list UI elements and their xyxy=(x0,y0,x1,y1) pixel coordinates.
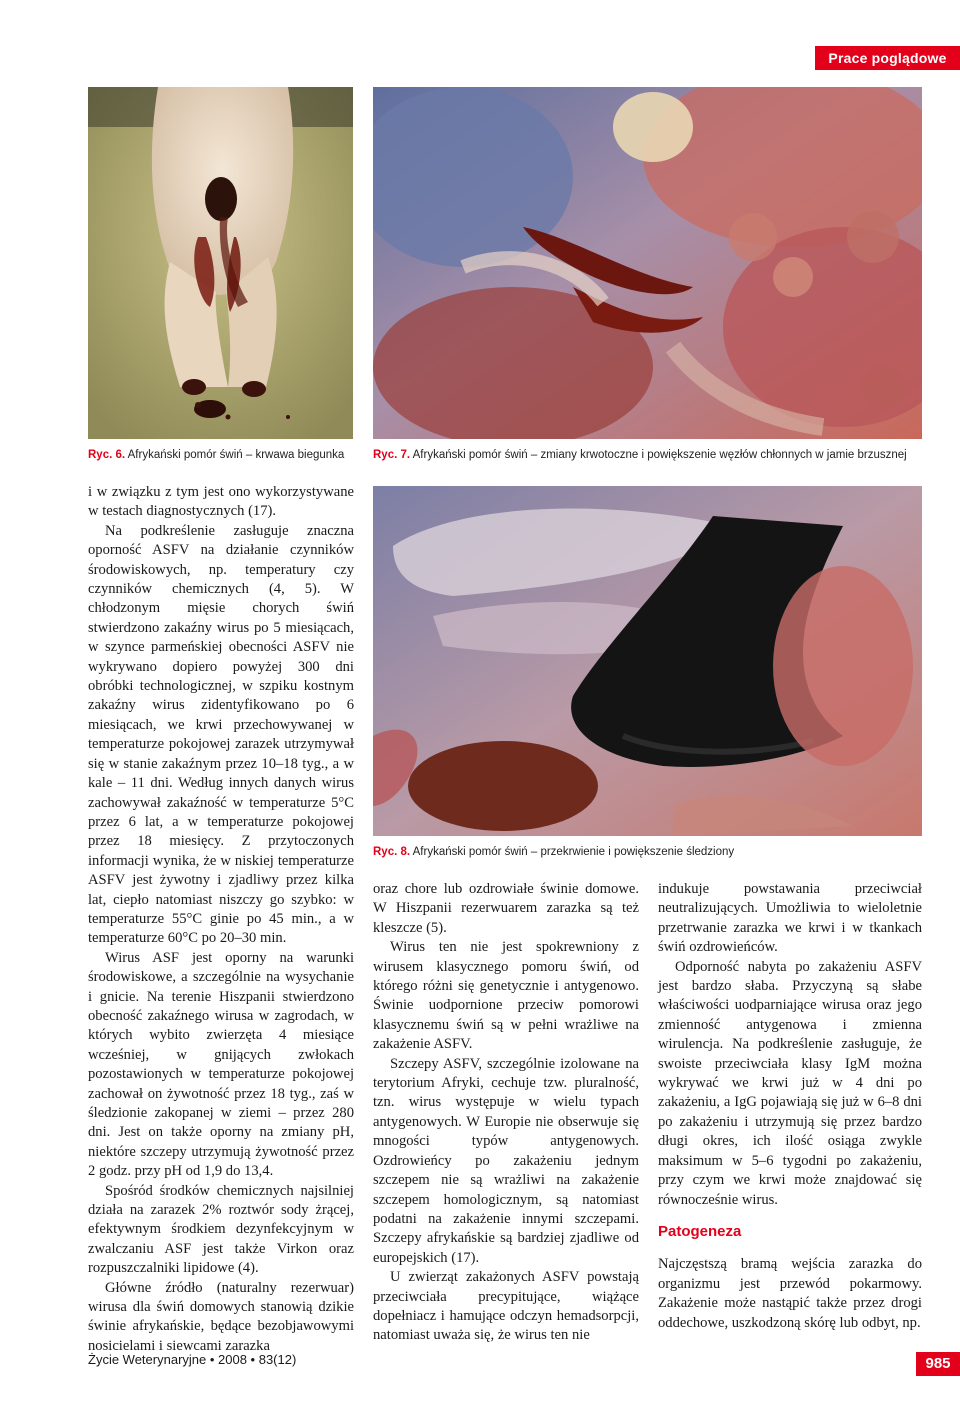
paragraph: Odporność nabyta po zakażeniu ASFV jest bardzo słaba. Przyczyną są słabe właściwości uodparniające wirusa oraz jego zmienność antygenowa i zmienna wirulencja. Na podkreślenie zasługuje, że swoiste przeciwciała klasy IgM można wykrywać we krwi już w 4 dni po zakażeniu, a IgG pojawiają się już w 6–8 dni po zakażeniu i utrzymują się przez bardzo długi okres, ich ilość osiąga zwykle maksimum w 5–6 tygodni po zakażeniu, przy czym we krwi może znajdować się równocześnie wirus. xyxy=(658,958,922,1208)
paragraph: Szczepy ASFV, szczególnie izolowane na terytorium Afryki, cechuje tzw. pluralność, tzn. wirus występuje w wielu typach antygenowych. W Europie nie obserwuje się mnogości typów antygenowych. Ozdrowieńcy po zakażeniu jednym szczepem nie są wrażliwi na zakażenie szczepem homologicznym, są natomiast podatni na zakażenie innymi szczepami. Szczepy afrykańskie są bardziej zjadliwe od europejskich (17). xyxy=(373,1055,639,1266)
figure-7-caption xyxy=(373,448,907,462)
figure-7-image xyxy=(373,87,922,439)
figure-7-label: Ryc. 7. xyxy=(373,449,411,461)
figure-7-caption-text: Afrykański pomór świń – zmiany krwotoczne i powiększenie węzłów chłonnych w jamie brzusznej xyxy=(412,449,907,461)
figure-6-photo xyxy=(88,87,353,439)
paragraph: indukuje powstawania przeciwciał neutralizujących. Umożliwia to wieloletnie przetrwanie zarazka we krwi i w tkankach świń ozdrowieńców. xyxy=(658,881,922,956)
paragraph: Na podkreślenie zasługuje znaczna oporność ASFV na działanie czynników środowiskowych, np. temperatury czy czynników chemicznych (4, 5). W chłodzonym mięsie chorych świń stwierdzono zakaźny wirus po 5 miesiącach, w szynce parmeńskiej obecności ASFV nie wykrywano dopiero powyżej 300 dni obróbki technologicznej, w szpiku kostnym zakaźny wirus zidentyfikowano po 6 miesiącach, we krwi przechowywanej w temperaturze pokojowej zarazek utrzymywał się w stanie zakaźnym przez 10–18 tyg., a w kale – 11 dni. Według innych danych wirus zachowywał zakaźność w temperaturze 5°C przez 6 lat, a w temperaturze pokojowej przez 18 miesięcy. Z przytoczonych informacji wynika, że w niskiej temperaturze ASFV jest żywotny i zjadliwy przez kilka lat, ciepło natomiast niszczy go szybko: w temperaturze 55°C ginie po 45 min., a w temperaturze 60°C po 20–30 min. xyxy=(88,522,354,947)
figure-6-label: Ryc. 6. xyxy=(88,449,126,461)
paragraph: U zwierząt zakażonych ASFV powstają przeciwciała precypitujące, wiążące dopełniacz i hamujące odczyn hemadsorpcji, natomiast uważa się, że wirus ten nie xyxy=(373,1269,639,1344)
figure-6-image xyxy=(88,87,353,439)
figure-8-image xyxy=(373,486,922,836)
paragraph: Wirus ASF jest oporny na warunki środowiskowe, a szczególnie na wysychanie i gnicie. Na terenie Hiszpanii stwierdzono obecność zakaźnego wirusa w zagrodach, w których wybito zwierzęta 4 miesiące wcześniej, w gnijących zwłokach pozostawionych w temperaturze pokojowej zachował on żywotność przez 18 tyg., zaś w śledzionie zakopanej w ziemi – przez 280 dni. Jest on także oporny na zmiany pH, niektóre szczepy utrzymują żywotność przez 2 godz. przy pH od 1,9 do 13,4. xyxy=(88,949,354,1180)
figure-8-caption-text: Afrykański pomór świń – przekrwienie i powiększenie śledziony xyxy=(412,846,735,858)
text-column-3 xyxy=(658,880,922,1333)
paragraph: i w związku z tym jest ono wykorzystywane w testach diagnostycznych (17). xyxy=(88,484,354,520)
paragraph: Wirus ten nie jest spokrewniony z wirusem klasycznego pomoru świń, od którego różni się genetycznie i antygenowo. Świnie uodpornione przeciw pomorowi klasycznemu świń są w pełni wrażliwe na zakażenie ASFV. xyxy=(373,939,639,1053)
paragraph: oraz chore lub ozdrowiałe świnie domowe. W Hiszpanii rezerwuarem zarazka są też kleszcze (5). xyxy=(373,881,639,936)
paragraph: Najczęstszą bramą wejścia zarazka do organizmu jest przewód pokarmowy. Zakażenie może nastąpić także przez drogi oddechowe, uszkodzoną skórę lub odbyt, np. xyxy=(658,1256,922,1331)
figure-8-label: Ryc. 8. xyxy=(373,846,411,858)
page-number: 985 xyxy=(916,1352,960,1376)
text-column-2 xyxy=(373,880,639,1346)
section-tag: Prace poglądowe xyxy=(815,46,960,70)
text-column-1 xyxy=(88,483,354,1356)
figure-6-caption-text: Afrykański pomór świń – krwawa biegunka xyxy=(127,449,345,461)
figure-8-caption xyxy=(373,845,734,859)
paragraph: Spośród środków chemicznych najsilniej działa na zarazek 2% roztwór sody żrącej, efektywnym środkiem dezynfekcyjnym w zwalczaniu ASF jest także Virkon oraz rozpuszczalniki lipidowe (4). xyxy=(88,1182,354,1277)
paragraph: Główne źródło (naturalny rezerwuar) wirusa dla świń domowych stanowią dzikie świnie afrykańskie, będące bezobjawowymi nosicielami i siewcami zarazka xyxy=(88,1279,354,1354)
figure-6-caption xyxy=(88,448,344,462)
figure-8-photo xyxy=(373,486,922,836)
journal-footer: Życie Weterynaryjne • 2008 • 83(12) xyxy=(88,1352,297,1367)
section-heading: Patogeneza xyxy=(658,1222,742,1240)
figure-7-photo xyxy=(373,87,922,439)
